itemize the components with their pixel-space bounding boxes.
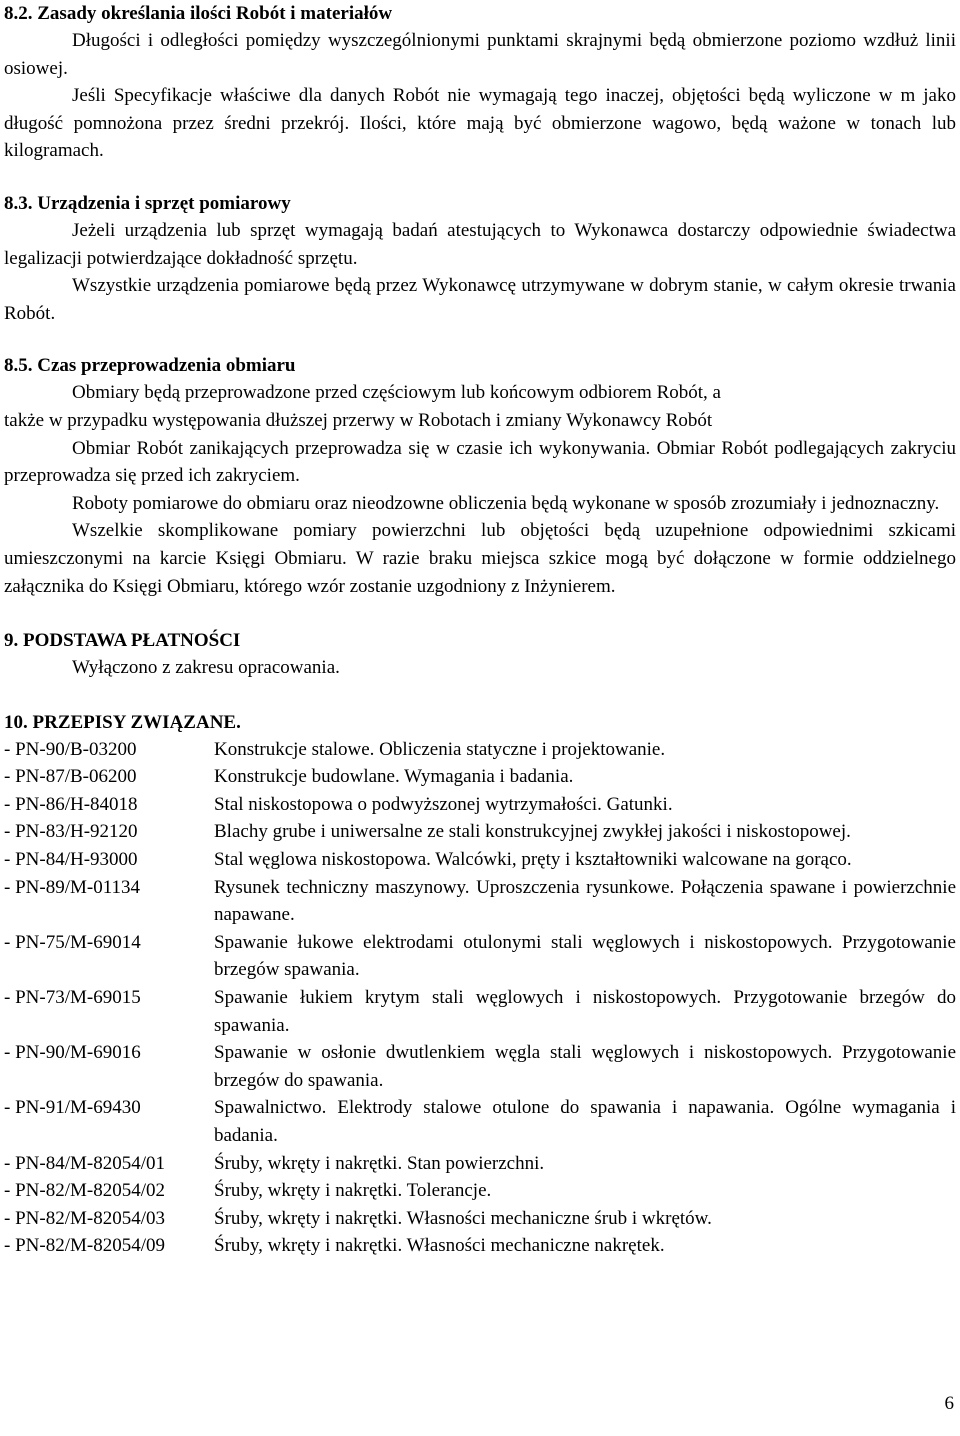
standard-description: Spawalnictwo. Elektrody stalowe otulone do spawania i napawania. Ogólne wymagania i badania. <box>214 1097 956 1146</box>
standard-description: Spawanie łukiem krytym stali węglowych i niskostopowych. Przygotowanie brzegów do spawania. <box>214 987 956 1036</box>
standard-description: Konstrukcje budowlane. Wymagania i badania. <box>214 766 574 788</box>
standard-row <box>4 929 956 984</box>
standard-description: Spawanie w osłonie dwutlenkiem węgla stali węglowych i niskostopowych. Przygotowanie brzegów do spawania. <box>214 1042 956 1091</box>
standard-row <box>4 846 956 874</box>
paragraph: Obmiar Robót zanikających przeprowadza się w czasie ich wykonywania. Obmiar Robót podlegających zakryciu przeprowadza się przed ich zakryciem. <box>4 437 956 487</box>
standard-row <box>4 1150 956 1178</box>
section-heading: 9. PODSTAWA PŁATNOŚCI <box>4 630 241 652</box>
standard-row <box>4 1205 956 1233</box>
standard-code: - PN-83/H-92120 <box>4 821 138 843</box>
standard-code: - PN-82/M-82054/09 <box>4 1235 165 1257</box>
standard-code: - PN-86/H-84018 <box>4 793 138 815</box>
standard-row <box>4 736 956 764</box>
standard-row <box>4 791 956 819</box>
paragraph: Długości i odległości pomiędzy wyszczególnionymi punktami skrajnymi będą obmierzone poziomo wzdłuż linii osiowej. <box>4 30 956 79</box>
standard-description: Blachy grube i uniwersalne ze stali konstrukcyjnej zwykłej jakości i niskostopowej. <box>214 821 851 843</box>
section-heading: 8.3. Urządzenia i sprzęt pomiarowy <box>4 192 291 214</box>
standard-description: Rysunek techniczny maszynowy. Uproszczenia rysunkowe. Połączenia spawane i powierzchnie napawane. <box>214 876 956 926</box>
standard-description: Śruby, wkręty i nakrętki. Tolerancje. <box>214 1180 492 1202</box>
standard-code: - PN-89/M-01134 <box>4 876 140 898</box>
standard-row <box>4 1094 956 1149</box>
paragraph: Roboty pomiarowe do obmiaru oraz nieodzowne obliczenia będą wykonane w sposób zrozumiały i jednoznaczny. <box>72 492 940 514</box>
standard-row <box>4 984 956 1039</box>
section-8-2 <box>4 0 956 165</box>
page-number: 6 <box>944 1393 954 1414</box>
section-heading: 8.5. Czas przeprowadzenia obmiaru <box>4 355 296 377</box>
standard-code: - PN-84/H-93000 <box>4 849 138 871</box>
standard-code: - PN-82/M-82054/02 <box>4 1180 165 1202</box>
section-heading: 8.2. Zasady określania ilości Robót i materiałów <box>4 3 393 24</box>
paragraph: Jeśli Specyfikacje właściwe dla danych Robót nie wymagają tego inaczej, objętości będą wyliczone w m jako długość pomnożona przez średni przekrój. Ilości, które mają być obmierzone wagowo, będą ważone w tonach lub kilogramach. <box>4 85 956 162</box>
section-heading: 10. PRZEPISY ZWIĄZANE. <box>4 711 241 733</box>
standard-description: Śruby, wkręty i nakrętki. Własności mechaniczne śrub i wkrętów. <box>214 1207 712 1229</box>
paragraph: Wszystkie urządzenia pomiarowe będą przez Wykonawcę utrzymywane w dobrym stanie, w całym okresie trwania Robót. <box>4 275 956 324</box>
section-10 <box>4 709 956 1260</box>
standard-description: Spawanie łukowe elektrodami otulonymi stali węglowych i niskostopowych. Przygotowanie brzegów spawania. <box>214 931 956 981</box>
standard-row <box>4 1177 956 1205</box>
paragraph: Wszelkie skomplikowane pomiary powierzchni lub objętości będą uzupełnione odpowiednimi szkicami umieszczonymi na karcie Księgi Obmiaru. W razie braku miejsca szkice mogą być dołączone w formie oddzielnego załącznika do Księgi Obmiaru, którego wzór zostanie uzgodniony z Inżynierem. <box>4 520 956 597</box>
standard-row <box>4 1039 956 1094</box>
standard-code: - PN-90/B-03200 <box>4 738 137 760</box>
standard-description: Śruby, wkręty i nakrętki. Własności mechaniczne nakrętek. <box>214 1235 665 1257</box>
standard-description: Śruby, wkręty i nakrętki. Stan powierzchni. <box>214 1152 545 1174</box>
standard-row <box>4 1232 956 1260</box>
standard-code: - PN-90/M-69016 <box>4 1042 141 1064</box>
standard-code: - PN-87/B-06200 <box>4 766 137 788</box>
paragraph: Wyłączono z zakresu opracowania. <box>72 657 340 679</box>
paragraph: Jeżeli urządzenia lub sprzęt wymagają badań atestujących to Wykonawca dostarczy odpowiednie świadectwa legalizacji potwierdzające dokładność sprzętu. <box>4 219 956 269</box>
paragraph: Obmiary będą przeprowadzone przed częściowym lub końcowym odbiorem Robót, a <box>72 382 721 404</box>
section-9 <box>4 627 956 682</box>
paragraph: także w przypadku występowania dłuższej przerwy w Robotach i zmiany Wykonawcy Robót <box>4 409 713 431</box>
standard-code: - PN-91/M-69430 <box>4 1097 141 1119</box>
standard-row <box>4 763 956 791</box>
standard-code: - PN-73/M-69015 <box>4 987 141 1009</box>
section-8-3 <box>4 190 956 327</box>
standard-row <box>4 818 956 846</box>
standard-description: Stal węglowa niskostopowa. Walcówki, pręty i kształtowniki walcowane na gorąco. <box>214 849 852 871</box>
standard-code: - PN-84/M-82054/01 <box>4 1152 165 1174</box>
standard-row <box>4 874 956 929</box>
document-page <box>4 0 956 1260</box>
section-8-5 <box>4 352 956 600</box>
standard-description: Konstrukcje stalowe. Obliczenia statyczne i projektowanie. <box>214 738 666 760</box>
standard-description: Stal niskostopowa o podwyższonej wytrzymałości. Gatunki. <box>214 793 673 815</box>
standards-list <box>4 736 956 1260</box>
standard-code: - PN-75/M-69014 <box>4 931 141 953</box>
standard-code: - PN-82/M-82054/03 <box>4 1207 165 1229</box>
